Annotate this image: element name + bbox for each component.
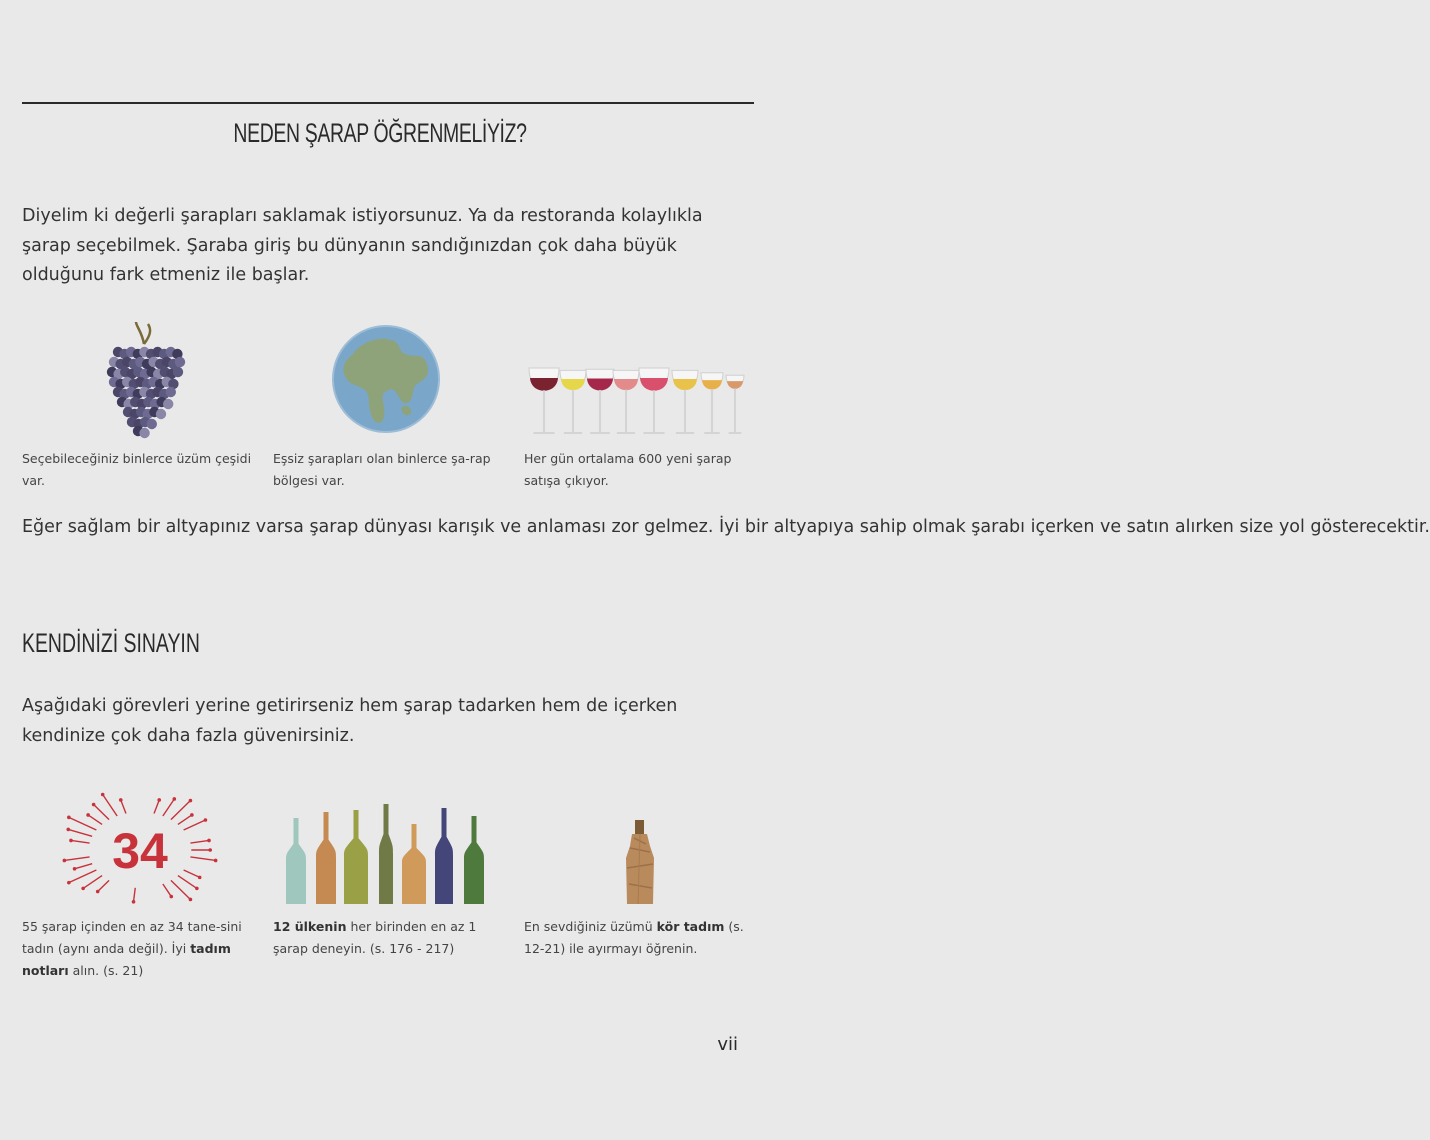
caption-task-12-countries: 12 ülkenin her birinden en az 1 şarap deneyin. (s. 176 - 217) (273, 919, 477, 956)
test-intro-paragraph: Aşağıdaki görevleri yerine getirirseniz hem şarap tadarken hem de içerken kendinize çok daha fazla güvenirsiniz. (22, 696, 678, 746)
burst-34-icon (60, 792, 220, 904)
grape-cluster-icon (100, 318, 192, 440)
top-rule (22, 102, 754, 104)
wine-glasses-icon (528, 362, 748, 438)
caption-task-blind-tasting: En sevdiğiniz üzümü kör tadım (s. 12-21) ile ayırmayı öğrenin. (524, 919, 744, 956)
wine-bottles-icon (282, 796, 494, 906)
intro-paragraph: Diyelim ki değerli şarapları saklamak istiyorsunuz. Ya da restoranda kolaylıkla şarap seçebilmek. Şaraba giriş bu dünyanın sandığınızdan çok daha büyük olduğunu fark etmeniz ile başlar. (22, 206, 703, 285)
section-title-why-learn-wine: NEDEN ŞARAP ÖĞRENMELİYİZ? (233, 118, 527, 148)
section-title-test-yourself: KENDİNİZİ SINAYIN (22, 628, 200, 658)
closing-paragraph: Eğer sağlam bir altyapınız varsa şarap dünyası karışık ve anlaması zor gelmez. İyi bir altyapıya sahip olmak şarabı içerken ve satın alırken size yol gösterecektir. (22, 517, 1430, 537)
caption-task-taste-34: 55 şarap içinden en az 34 tane-sini tadın (aynı anda değil). İyi tadım notları alın. (s. 21) (22, 919, 242, 978)
globe-icon (331, 324, 441, 434)
wrapped-bottle-icon (620, 818, 660, 908)
caption-wine-regions: Eşsiz şarapları olan binlerce şa-rap bölgesi var. (273, 451, 491, 488)
caption-grape-varieties: Seçebileceğiniz binlerce üzüm çeşidi var. (22, 451, 252, 488)
page-number: vii (717, 1034, 738, 1055)
badge-number: 34 (112, 823, 168, 879)
caption-new-wines: Her gün ortalama 600 yeni şarap satışa çıkıyor. (524, 451, 732, 488)
